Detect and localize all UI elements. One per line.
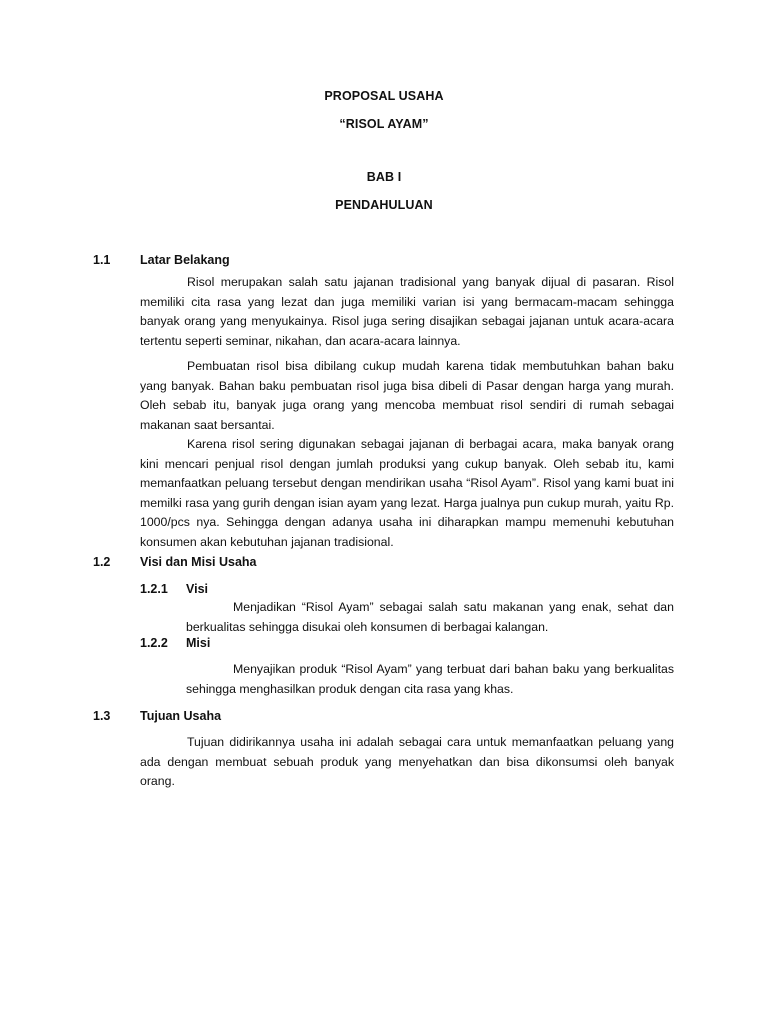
paragraph-latar-belakang-3: Karena risol sering digunakan sebagai jajanan di berbagai acara, maka banyak orang kini mencari penjual risol dengan jumlah produksi yang cukup banyak. Oleh sebab itu, kami memanfaatkan peluang tersebut dengan mendirikan usaha “Risol Ayam”. Risol yang kami buat ini memilki rasa yang gurih dengan isian ayam yang lezat. Harga jualnya pun cukup murah, yaitu Rp. 1000/pcs nya. Sehingga dengan adanya usaha ini diharapkan mampu memenuhi kebutuhan konsumen akan kebutuhan jajanan tradisional.: [140, 437, 674, 549]
subsection-title-misi: Misi: [186, 636, 211, 650]
section-number-1-2: 1.2: [93, 555, 111, 569]
section-number-1-1: 1.1: [93, 253, 111, 267]
section-title-visi-misi: Visi dan Misi Usaha: [140, 555, 257, 569]
subsection-title-visi: Visi: [186, 582, 209, 596]
subsection-number-1-2-1: 1.2.1: [140, 582, 168, 596]
paragraph-tujuan-usaha: Tujuan didirikannya usaha ini adalah sebagai cara untuk memanfaatkan peluang yang ada dengan membuat sebuah produk yang menyehatkan dan bisa dikonsumsi oleh banyak orang.: [140, 735, 674, 789]
paragraph-misi: Menyajikan produk “Risol Ayam” yang terbuat dari bahan baku yang berkualitas sehingga menghasilkan produk dengan cita rasa yang khas.: [186, 662, 674, 696]
paragraph-latar-belakang-2: Pembuatan risol bisa dibilang cukup mudah karena tidak membutuhkan bahan baku yang banyak. Bahan baku pembuatan risol juga bisa dibeli di Pasar dengan harga yang murah. Oleh sebab itu, banyak juga orang yang mencoba membuat risol sendiri di rumah sebagai makanan saat bersantai.: [140, 359, 674, 432]
subsection-number-1-2-2: 1.2.2: [140, 636, 168, 650]
chapter-label: BAB I: [366, 170, 402, 184]
section-title-tujuan-usaha: Tujuan Usaha: [140, 709, 222, 723]
document-subtitle: “RISOL AYAM”: [339, 117, 429, 131]
paragraph-visi: Menjadikan “Risol Ayam” sebagai salah satu makanan yang enak, sehat dan berkualitas sehingga disukai oleh konsumen di berbagai kalangan.: [186, 600, 674, 634]
section-title-latar-belakang: Latar Belakang: [140, 253, 230, 267]
document-title: PROPOSAL USAHA: [324, 89, 444, 103]
section-number-1-3: 1.3: [93, 709, 111, 723]
paragraph-latar-belakang-1: Risol merupakan salah satu jajanan tradisional yang banyak dijual di pasaran. Risol memiliki cita rasa yang lezat dan juga memiliki varian isi yang bermacam-macam sehingga banyak orang yang menyukainya. Risol juga sering disajikan sebagai jajanan untuk acara-acara tertentu seperti seminar, nikahan, dan acara-acara lainnya.: [140, 275, 674, 348]
chapter-title: PENDAHULUAN: [335, 198, 433, 212]
